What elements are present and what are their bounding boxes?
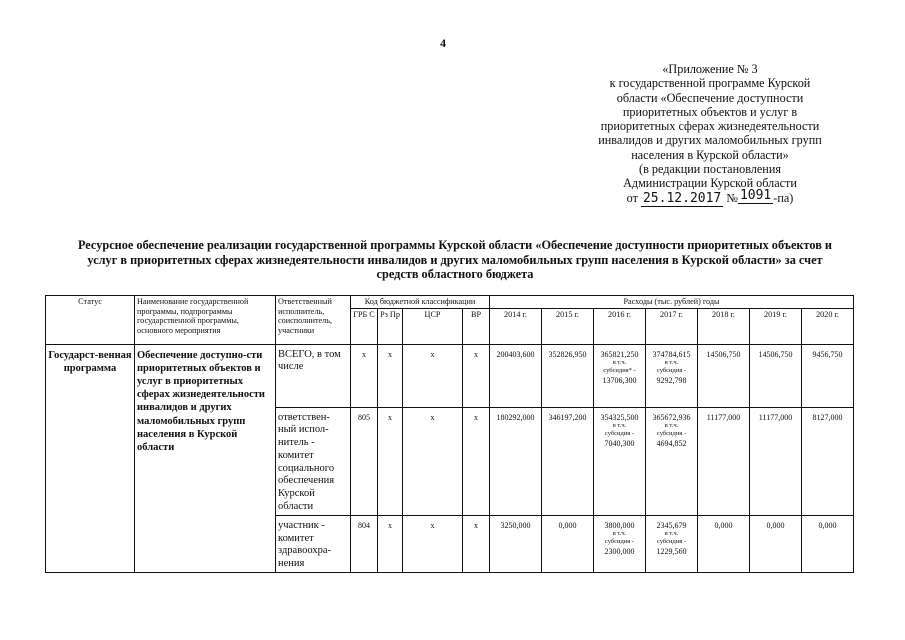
resource-table (45, 295, 854, 573)
csr-cell: x (403, 344, 463, 407)
value-2014: 3250,000 (490, 515, 542, 572)
program-status: Государст-венная программа (46, 344, 135, 573)
header-year: 2015 г. (542, 308, 594, 344)
grbs-cell: 804 (351, 515, 378, 572)
subsidy-note: в т.ч. (612, 529, 627, 537)
annex-line: области «Обеспечение доступности (616, 90, 804, 105)
executor-cell: ВСЕГО, в том числе (276, 344, 351, 407)
annex-block (575, 62, 845, 206)
subsidy-note: в т.ч. (612, 358, 627, 366)
annex-line: к государственной программе Курской (609, 76, 811, 91)
sig-suffix: -па) (773, 190, 794, 205)
subsidy-note: в т.ч. (664, 529, 679, 537)
subsidy-note: субсидия - (656, 538, 687, 546)
annex-line: Администрации Курской области (623, 176, 797, 191)
value-2015: 0,000 (542, 515, 594, 572)
value-2017 (646, 515, 698, 572)
header-vr: ВР (463, 308, 490, 344)
annex-line: (в редакции постановления (639, 162, 781, 177)
value-2018: 0,000 (698, 515, 750, 572)
value-2019: 11177,000 (750, 407, 802, 515)
rzpr-cell: x (378, 344, 403, 407)
value-main: 374784,615 (652, 349, 691, 359)
program-name: Обеспечение доступно-сти приоритетных объектов и услуг в приоритетных сферах жизнедеятельности инвалидов и других маломобильных групп населения в Курской области (135, 344, 276, 573)
value-2014: 200403,600 (490, 344, 542, 407)
header-budget-classification: Код бюджетной классификации (351, 296, 490, 309)
annex-line: населения в Курской области» (631, 147, 789, 162)
value-2020: 0,000 (802, 515, 854, 572)
subsidy-note: субсидия - (656, 430, 687, 437)
subsidy-note: в т.ч. (664, 358, 679, 366)
header-grbs: ГРБ С (351, 308, 378, 344)
value-main: 365821,250 (600, 349, 639, 359)
value-2018: 11177,000 (698, 407, 750, 515)
rzpr-cell: x (378, 515, 403, 572)
value-2017 (646, 407, 698, 515)
grbs-cell: x (351, 344, 378, 407)
header-year: 2017 г. (646, 308, 698, 344)
table-row (46, 344, 854, 407)
value-2020: 8127,000 (802, 407, 854, 515)
header-rzpr: Рз Пр (378, 308, 403, 344)
annex-line: приоритетных сферах жизнедеятельности (600, 119, 820, 134)
csr-cell: x (403, 515, 463, 572)
sig-prefix: от (626, 190, 638, 205)
subsidy-value: 13706,300 (602, 375, 637, 385)
subsidy-note: в т.ч. (664, 421, 679, 429)
header-year: 2018 г. (698, 308, 750, 344)
rzpr-cell: x (378, 407, 403, 515)
subsidy-note: субсидия - (656, 367, 687, 374)
executor-cell: участник - комитет здравоохра-нения (276, 515, 351, 572)
value-main: 2345,679 (656, 520, 687, 530)
subsidy-value: 9292,798 (656, 375, 687, 385)
executor-cell: ответствен-ный испол-нитель - комитет социального обеспечения Курской области (276, 407, 351, 515)
document-title: Ресурсное обеспечение реализации государственной программы Курской области «Обеспечение доступности приоритетных объектов и услуг в приоритетных сферах жизнедеятельности инвалидов и других маломобильных групп населения в Курской области» за счет средств областного бюджета (77, 238, 833, 282)
value-main: 354325,500 (600, 412, 639, 422)
resolution-signature-line (575, 187, 845, 206)
resolution-number: 1091 (739, 187, 772, 203)
header-year: 2016 г. (594, 308, 646, 344)
header-year: 2019 г. (750, 308, 802, 344)
vr-cell: x (463, 407, 490, 515)
header-csr: ЦСР (403, 308, 463, 344)
value-2019: 14506,750 (750, 344, 802, 407)
vr-cell: x (463, 515, 490, 572)
value-2016 (594, 515, 646, 572)
annex-line: инвалидов и других маломобильных групп (598, 133, 822, 148)
annex-line: «Приложение № 3 (662, 62, 758, 76)
subsidy-note: субсидия - (604, 538, 635, 546)
header-expenses: Расходы (тыс. рублей) годы (490, 296, 854, 309)
value-2017 (646, 344, 698, 407)
subsidy-note: в т.ч. (612, 421, 627, 429)
header-executor: Ответственный исполнитель, соисполнитель, участники (276, 296, 351, 345)
value-2015: 352826,950 (542, 344, 594, 407)
annex-line: приоритетных объектов и услуг в (622, 104, 798, 119)
value-main: 3800,000 (604, 520, 635, 530)
value-2020: 9456,750 (802, 344, 854, 407)
value-2014: 180292,000 (490, 407, 542, 515)
value-2016 (594, 344, 646, 407)
vr-cell: x (463, 344, 490, 407)
subsidy-note: субсидия* - (603, 367, 636, 374)
csr-cell: x (403, 407, 463, 515)
value-2016 (594, 407, 646, 515)
header-name: Наименование государственной программы, подпрограммы государственной программы, основного мероприятия (135, 296, 276, 345)
subsidy-value: 1229,560 (656, 546, 687, 556)
subsidy-value: 4694,852 (656, 438, 687, 448)
number-label: № (726, 190, 738, 205)
value-main: 365672,936 (652, 412, 691, 422)
resolution-date: 25.12.2017 (642, 190, 722, 206)
value-2019: 0,000 (750, 515, 802, 572)
page-number: 4 (440, 36, 446, 50)
subsidy-note: субсидия - (604, 430, 635, 437)
subsidy-value: 2300,000 (604, 546, 635, 556)
grbs-cell: 805 (351, 407, 378, 515)
value-2015: 346197,200 (542, 407, 594, 515)
header-year: 2014 г. (490, 308, 542, 344)
header-year: 2020 г. (802, 308, 854, 344)
header-status: Статус (46, 296, 135, 345)
subsidy-value: 7040,300 (604, 438, 635, 448)
value-2018: 14506,750 (698, 344, 750, 407)
